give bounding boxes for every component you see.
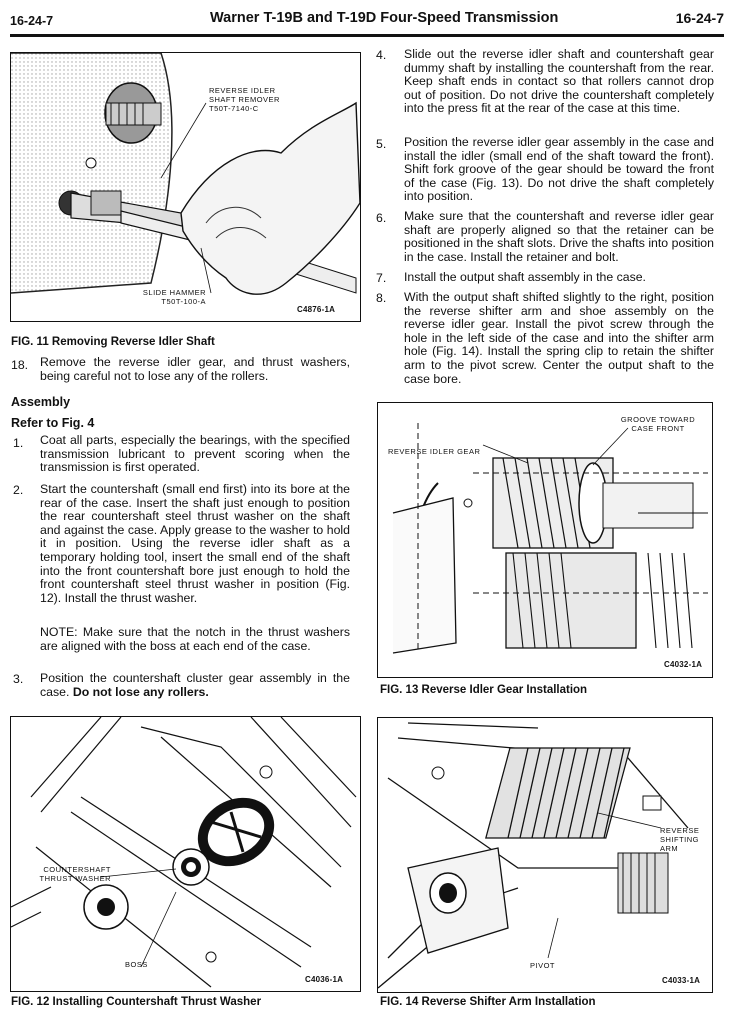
figure-13-caption: FIG. 13 Reverse Idler Gear Installation [380, 684, 588, 696]
step-3-number: 3. [13, 672, 24, 686]
step-3-body: Position the countershaft cluster gear assembly in the case. [40, 671, 350, 699]
step-3-warning: Do not lose any rollers. [72, 684, 209, 699]
figure-14-illustration [378, 718, 712, 992]
figure-13 [377, 402, 713, 678]
figure-12-illustration [11, 717, 360, 991]
figure-14 [377, 717, 713, 993]
figure-12-caption: FIG. 12 Installing Countershaft Thrust Washer [11, 996, 262, 1008]
figure-11 [10, 52, 361, 322]
step-18-number: 18. [11, 358, 29, 372]
step-5-number: 5. [376, 137, 387, 151]
label-slide-hammer: SLIDE HAMMER T50T-100-A [142, 288, 206, 306]
label-boss: BOSS [125, 960, 148, 969]
page-number-right: 16-24-7 [675, 10, 724, 26]
step-2-text: Start the countershaft (small end first) into its bore at the rear of the case. Insert the shaft just enough to position the rear countershaft steel thrust washer on the shaft and against the case. Apply grease to the washer to hold it in position. Using the reverse idler shaft as a temporary holding tool, insert the small end of the shaft into the front countershaft bore just enough to hold the front countershaft steel thrust washer in position (Fig. 12). Install the thrust washer. [40, 482, 350, 605]
assembly-heading: Assembly [11, 395, 71, 409]
figure-14-code: C4033-1A [662, 976, 701, 985]
figure-11-illustration [11, 53, 360, 321]
step-7-number: 7. [376, 271, 387, 285]
figure-14-caption: FIG. 14 Reverse Shifter Arm Installation [380, 996, 596, 1008]
figure-11-caption: FIG. 11 Removing Reverse Idler Shaft [11, 336, 215, 348]
step-3-text [40, 672, 350, 699]
figure-13-code: C4032-1A [664, 660, 703, 669]
page-header [10, 6, 724, 37]
step-1-number: 1. [13, 436, 24, 450]
step-1-text: Coat all parts, especially the bearings, with the specified transmission lubricant to prevent scoring when the transmission is first operated. [40, 433, 350, 475]
label-reverse-idler-gear: REVERSE IDLER GEAR [388, 447, 481, 456]
step-7-text: Install the output shaft assembly in the case. [404, 270, 646, 284]
step-6-number: 6. [376, 211, 387, 225]
page-number-left: 16-24-7 [10, 14, 54, 28]
label-groove-toward-case-front: GROOVE TOWARD CASE FRONT [620, 415, 696, 433]
step-18-text: Remove the reverse idler gear, and thrust washers, being careful not to lose any of the rollers. [40, 355, 350, 383]
step-5-text: Position the reverse idler gear assembly in the case and install the idler (small end of the shaft toward the front). Shift fork groove of the gear should be toward the front of the case (Fig. 13). Do not drive the shaft completely into position. [404, 135, 714, 204]
label-pivot: PIVOT [530, 961, 556, 970]
note-text: NOTE: Make sure that the notch in the thrust washers are aligned with the boss at each end of the case. [40, 625, 350, 653]
step-8-number: 8. [376, 291, 387, 305]
figure-12 [10, 716, 361, 992]
label-reverse-shifting-arm: REVERSE SHIFTING ARM [660, 826, 700, 853]
figure-12-code: C4036-1A [305, 975, 344, 984]
step-8-text: With the output shaft shifted slightly to the right, position the reverse shifter arm and shoe assembly on the reverse idler gear. Install the pivot screw through the hole in the left side of the case and into the shifter arm hole (Fig. 14). Install the spring clip to retain the shifter arm to the pivot screw. Center the output shaft to the case bore. [404, 290, 714, 386]
step-2-number: 2. [13, 483, 24, 497]
refer-heading: Refer to Fig. 4 [11, 416, 95, 430]
step-4-number: 4. [376, 48, 387, 62]
step-6-text: Make sure that the countershaft and reverse idler gear shaft are properly aligned so that the retainer can be positioned in the shaft slots. Drive the shafts into position in the case. Install the retainer and bolt. [404, 209, 714, 264]
page-title: Warner T-19B and T-19D Four-Speed Transmission [210, 10, 559, 26]
step-4-text: Slide out the reverse idler shaft and countershaft gear dummy shaft by installing the countershaft from the rear. Keep shaft ends in contact so that rollers cannot drop out of position. Do not drive the countershaft completely into the press fit at the rear of the case at this time. [404, 47, 714, 116]
label-reverse-idler-shaft-remover: REVERSE IDLER SHAFT REMOVER T50T-7140-C [209, 86, 280, 113]
label-countershaft-thrust-washer: COUNTERSHAFT THRUST WASHER [39, 865, 111, 883]
figure-11-code: C4876-1A [297, 305, 336, 314]
figure-13-illustration [378, 403, 712, 677]
